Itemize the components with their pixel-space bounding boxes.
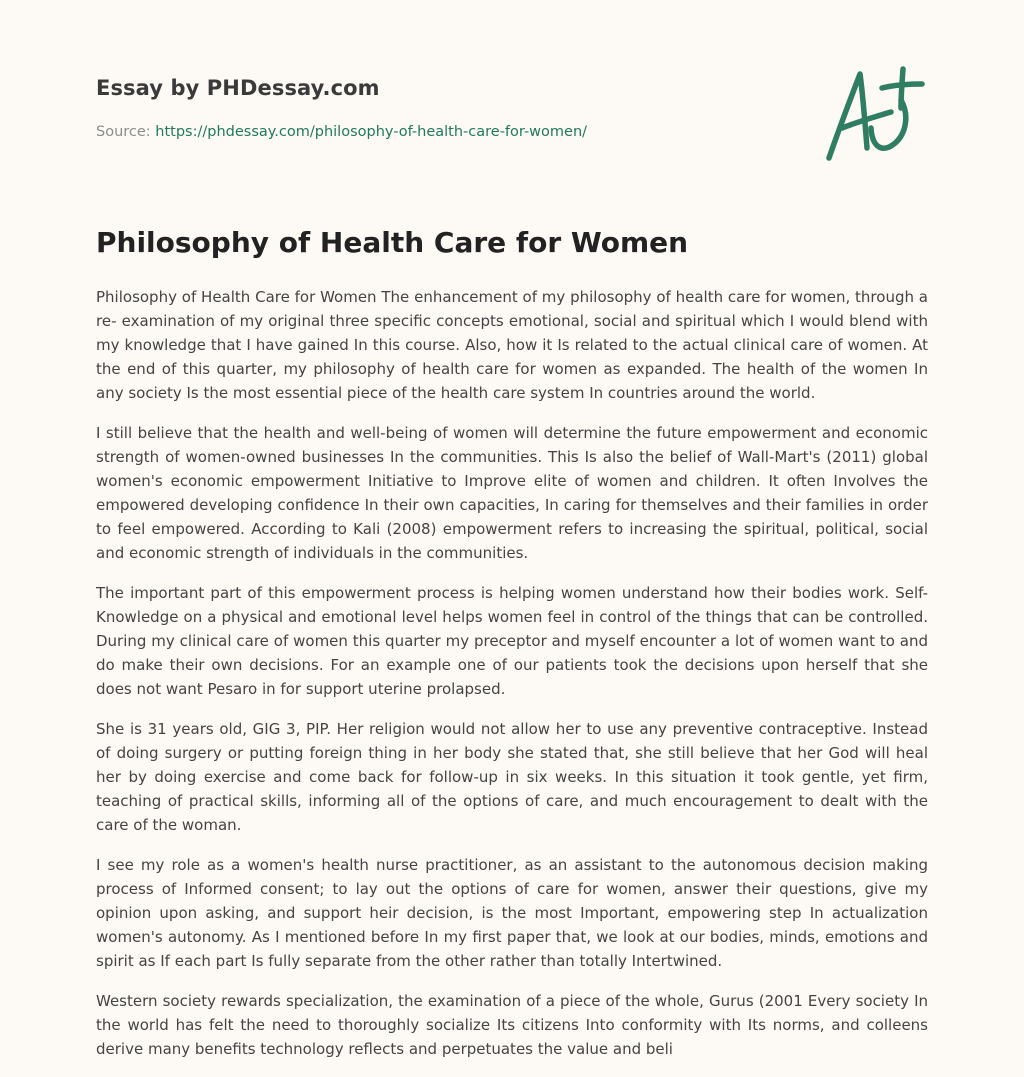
essay-body — [96, 285, 928, 1077]
essay-paragraph: I still believe that the health and well-being of women will determine the future empowerment and economic strength of women-owned businesses In the communities. This Is also the belief of Wall-Mart's (2011) global women's economic empowerment Initiative to Improve elite of women and children. It often Involves the empowered developing confidence In their own capacities, In caring for themselves and their families in order to feel empowered. According to Kali (2008) empowerment refers to increasing the spiritual, political, social and economic strength of individuals in the communities. — [96, 424, 928, 562]
source-line — [96, 124, 587, 140]
a-plus-logo-icon — [818, 64, 934, 168]
essay-paragraph: Western society rewards specialization, the examination of a piece of the whole, Gurus (2001 Every society In the world has felt the need to thoroughly socialize Its citizens Into conformity with Its norms, and colleens derive many benefits technology reflects and perpetuates the value and beli — [96, 992, 928, 1058]
essay-paragraph: She is 31 years old, GIG 3, PIP. Her religion would not allow her to use any preventive contraceptive. Instead of doing surgery or putting foreign thing in her body she stated that, she still believe that her God will heal her by doing exercise and come back for follow-up in six weeks. In this situation it took gentle, yet firm, teaching of practical skills, informing all of the options of care, and much encouragement to dealt with the care of the woman. — [96, 720, 928, 834]
source-link[interactable]: https://phdessay.com/philosophy-of-health-care-for-women/ — [155, 124, 588, 140]
essay-paragraph: Philosophy of Health Care for Women The enhancement of my philosophy of health care for women, through a re- examination of my original three specific concepts emotional, social and spiritual which I would blend with my knowledge that I have gained In this course. Also, how it Is related to the actual clinical care of women. At the end of this quarter, my philosophy of health care for women as expanded. The health of the women In any society Is the most essential piece of the health care system In countries around the world. — [96, 288, 928, 402]
essay-paragraph: The important part of this empowerment process is helping women understand how their bodies work. Self-Knowledge on a physical and emotional level helps women feel in control of the things that can be controlled. During my clinical care of women this quarter my preceptor and myself encounter a lot of women want to and do make their own decisions. For an example one of our patients took the decisions upon herself that she does not want Pesaro in for support uterine prolapsed. — [96, 584, 928, 698]
source-label: Source: — [96, 124, 156, 140]
essay-paragraph: I see my role as a women's health nurse practitioner, as an assistant to the autonomous decision making process of Informed consent; to lay out the options of care for women, answer their questions, give my opinion upon asking, and support heir decision, is the most Important, empowering step In actualization women's autonomy. As I mentioned before In my first paper that, we look at our bodies, minds, emotions and spirit as If each part Is fully separate from the other rather than totally Intertwined. — [96, 856, 928, 970]
site-brand: Essay by PHDessay.com — [96, 76, 380, 100]
essay-title: Philosophy of Health Care for Women — [96, 226, 689, 259]
